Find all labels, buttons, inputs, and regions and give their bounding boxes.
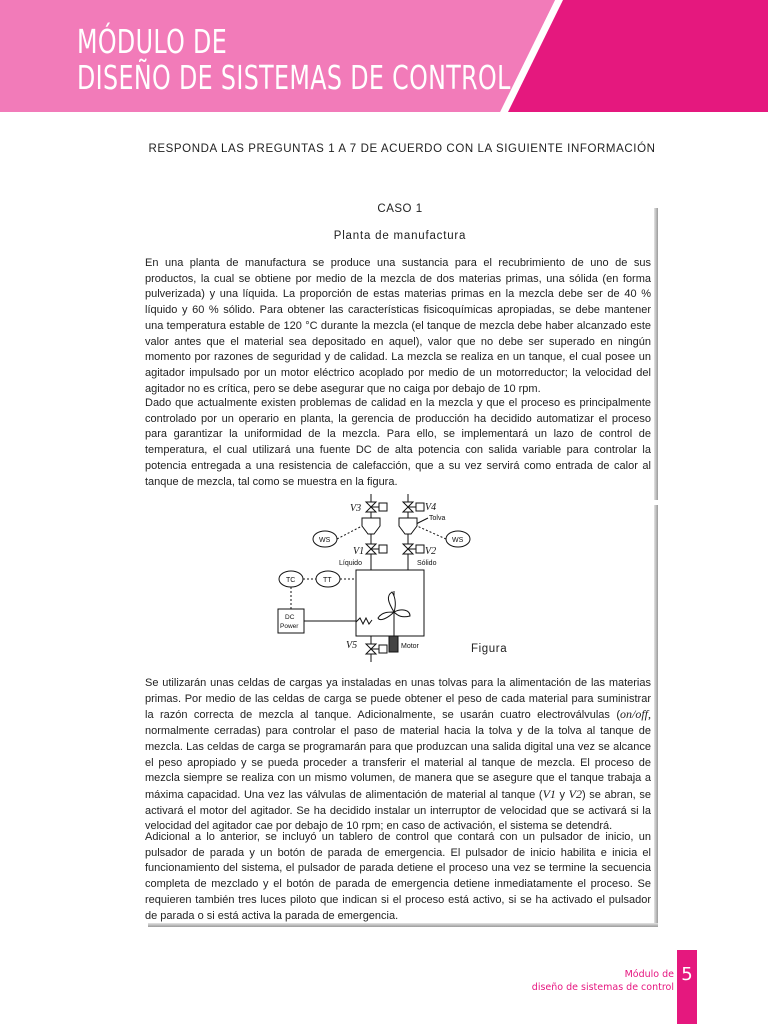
- valve-v4: [403, 494, 424, 518]
- p3-v1: V1: [542, 786, 556, 801]
- figure-caption: Figura: [471, 643, 508, 655]
- p3-v2: V2: [568, 786, 583, 801]
- case-paragraph-3: [145, 676, 651, 835]
- hopper-right: [399, 518, 417, 534]
- hopper-left: [362, 518, 380, 534]
- page-number-tab: [677, 950, 697, 1024]
- label-liquido: Líquido: [339, 560, 362, 567]
- p3-text-y: y: [555, 788, 569, 801]
- footer-line1: Módulo de: [624, 969, 674, 980]
- page-header: [0, 0, 768, 112]
- label-tc: TC: [286, 577, 296, 584]
- label-v5: V5: [346, 640, 358, 651]
- case-paragraph-2: Dado que actualmente existen problemas de calidad en la mezcla y que el proceso es principalmente controlado por un operario en planta, la gerencia de producción ha decidido automatizar el proceso para garantizar la uniformidad de la mezcla. Para ello, se implementará un lazo de control de temperatura, el cual utilizará una fuente DC de alta potencia con salida variable para controlar la potencia entregada a una resistencia de calefacción, que a su vez servirá como entrada de calor al tanque de mezcla, tal como se muestra en la figura.: [145, 397, 651, 488]
- label-v1: V1: [353, 546, 365, 557]
- label-v4: V4: [425, 502, 437, 513]
- process-diagram-svg: [270, 494, 510, 664]
- module-title-line1: MÓDULO DE: [77, 22, 228, 61]
- label-solido: Sólido: [417, 560, 437, 567]
- p3-onoff: on/off,: [619, 707, 651, 722]
- label-tt: TT: [323, 577, 332, 584]
- module-title-line2: DISEÑO DE SISTEMAS DE CONTROL: [77, 58, 511, 97]
- case-box-shadow-right-lower: [654, 505, 658, 925]
- instruction-heading: RESPONDA LAS PREGUNTAS 1 A 7 DE ACUERDO CON LA SIGUIENTE INFORMACIÓN: [148, 143, 656, 155]
- valve-v1: [366, 544, 387, 570]
- case-number: CASO 1: [377, 203, 423, 215]
- p3-text-b: normalmente cerradas) para controlar el paso de material hacia la tolva y de la tolva al tanque de mezcla. Las celdas de carga se programarán para que produzcan una salida digital una vez se alcance el peso apropiado y se pueda proceder a transferir el material al tanque de mezcla. El proceso de mezcla siempre se realiza con un mismo volumen, de manera que se asegure que el tanque trabaja a máxima capacidad. Una vez las válvulas de alimentación de material al tanque (: [145, 725, 651, 801]
- case-box-shadow-right: [654, 208, 658, 500]
- footer-module-name: [532, 968, 674, 994]
- page-number: 5: [681, 964, 693, 985]
- p3-text-a: Se utilizarán unas celdas de cargas ya instaladas en unas tolvas para la alimentación de las materias primas. Por medio de las celdas de carga se puede obtener el peso de cada material para suministrar la razón correcta de mezcla al tanque. Adicionalmente, se usarán cuatro electroválvulas (: [145, 677, 651, 722]
- valve-v3: [366, 494, 387, 518]
- case-paragraph-4: Adicional a lo anterior, se incluyó un tablero de control que contará con un pulsador de inicio, un pulsador de parada y un botón de parada de emergencia. El pulsador de inicio habilita e inicia el funcionamiento del sistema, el pulsador de parada detiene el proceso una vez se termine la secuencia completa de mezclado y el botón de parada de emergencia detiene inmediatamente el proceso. Se requieren también tres luces piloto que indican si el proceso está activo, si se ha activado el pulsador de parada o si está activa la parada de emergencia.: [145, 831, 651, 922]
- label-v2: V2: [425, 546, 437, 557]
- label-v3: V3: [350, 503, 362, 514]
- case-title: Planta de manufactura: [333, 230, 467, 242]
- valve-v5: [366, 644, 387, 662]
- footer-line2: diseño de sistemas de control: [531, 982, 674, 993]
- motor-icon: [389, 636, 398, 652]
- label-motor: Motor: [401, 643, 419, 650]
- case-paragraph-1: En una planta de manufactura se produce una sustancia para el recubrimiento de uno de sus productos, la cual se obtiene por medio de la mezcla de dos materias primas, una sólida (en forma pulverizada) y una líquida. La proporción de estas materias primas en la mezcla debe ser de 40 % líquido y 60 % sólido. Para obtener las características fisicoquímicas apropiadas, se debe mantener una temperatura estable de 120 °C durante la mezcla (el tanque de mezcla debe haber alcanzado este valor antes que el material sea depositado en aquel), valor que no debe ser superado en ningún momento por razones de seguridad y de calidad. La mezcla se realiza en un tanque, el cual posee un agitador impulsado por un motor eléctrico acoplado por medio de un motorreductor; la velocidad del agitador no es crítica, pero se debe asegurar que no caiga por debajo de 10 rpm.: [145, 257, 651, 395]
- label-power: Power: [280, 623, 299, 630]
- label-ws-right: WS: [452, 537, 464, 544]
- p3-text-c: ) se abran, se activará el motor del agitador. Se ha decidido instalar un interruptor de velocidad que se activará si la velocidad del agitador cae por debajo de 10 rpm; en caso de activación, el sistema se detendrá.: [145, 788, 651, 833]
- label-dc: DC: [285, 614, 295, 621]
- label-tolva: Tolva: [429, 515, 446, 522]
- label-ws-left: WS: [319, 537, 331, 544]
